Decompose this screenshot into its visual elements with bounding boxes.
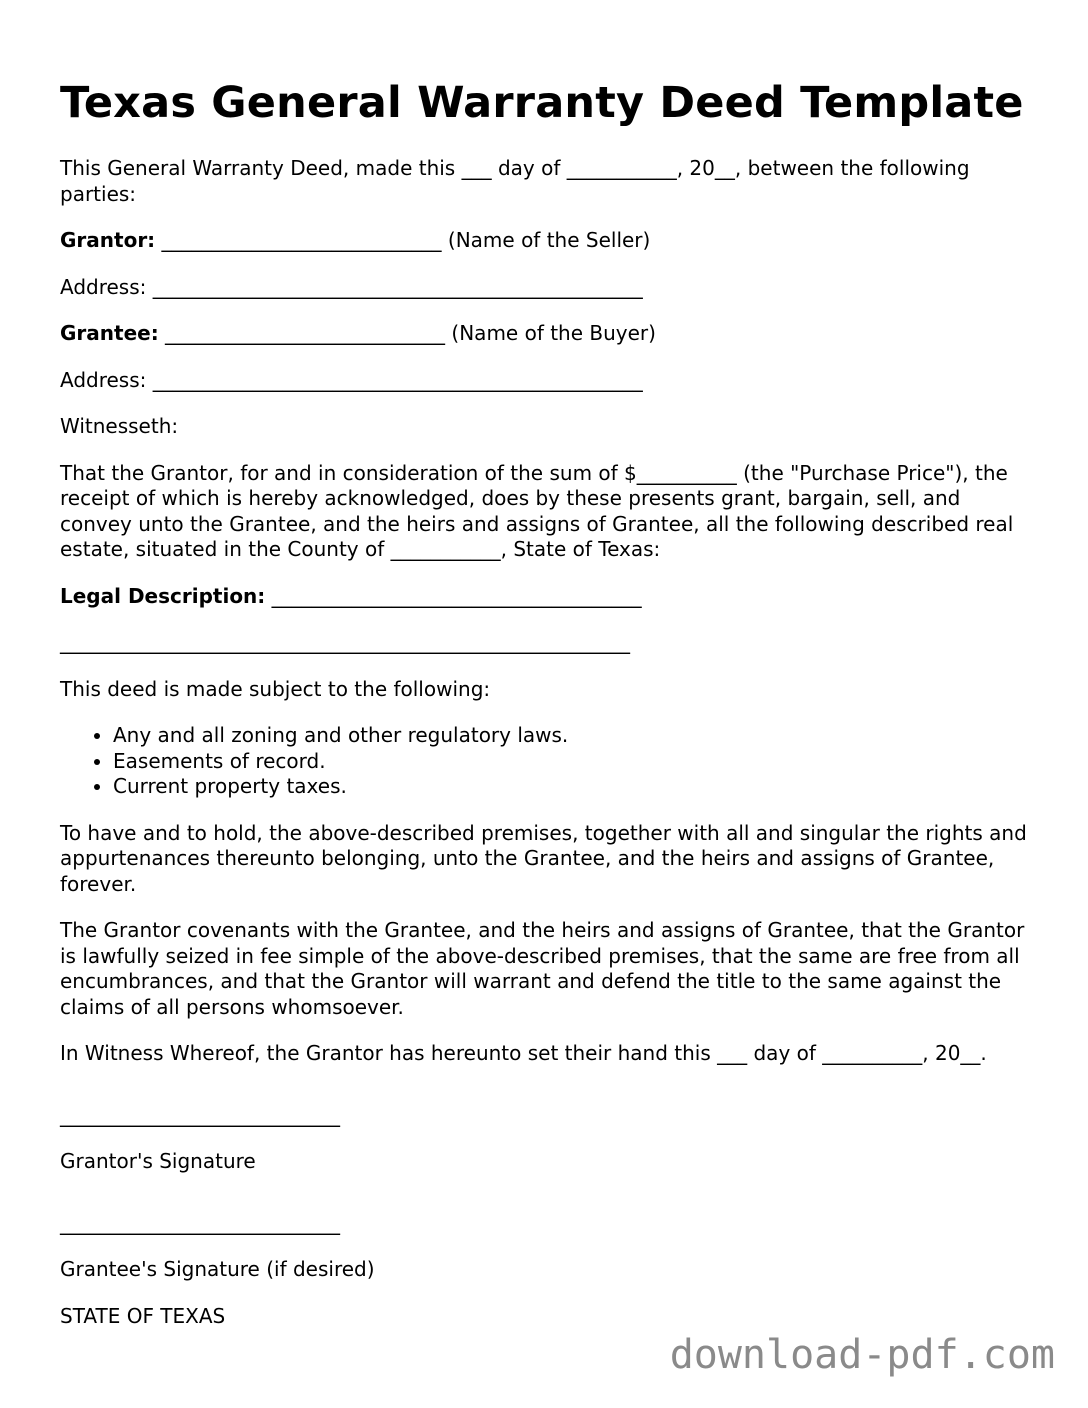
state-heading: STATE OF TEXAS — [60, 1303, 226, 1328]
grantor-field: ____________________________ (Name of the Seller) — [155, 228, 651, 252]
legal-description-label: Legal Description: — [60, 583, 266, 608]
page-title: Texas General Warranty Deed Template — [60, 78, 1024, 128]
consideration-paragraph: That the Grantor, for and in consideration of the sum of $__________ (the "Purchase Price"), the receipt of which is hereby acknowledged, does by these presents grant, bargain, sell, and convey unto the Grantee, and the heirs and assigns of Grantee, all the following described real estate, situated in the County of ___________, State of Texas: — [60, 460, 1014, 561]
document-page — [60, 78, 1035, 1350]
legal-description-line-2: _________________________________________________________ — [60, 630, 630, 654]
habendum-paragraph: To have and to hold, the above-described premises, together with all and singular the rights and appurtenances thereunto belonging, unto the Grantee, and the heirs and assigns of Grantee, forever. — [60, 820, 1027, 896]
watermark: download-pdf.com — [669, 1332, 1055, 1378]
grantor-line — [60, 228, 1035, 254]
legal-description-field: _____________________________________ — [265, 583, 642, 608]
witness-whereof-paragraph: In Witness Whereof, the Grantor has hereunto set their hand this ___ day of __________, 20__. — [60, 1041, 987, 1065]
grantee-field: ____________________________ (Name of the Buyer) — [158, 321, 656, 345]
grantor-label: Grantor: — [60, 228, 156, 252]
list-item: • Easements of record. — [113, 749, 1035, 775]
list-item: • Current property taxes. — [113, 774, 1035, 800]
subject-intro: This deed is made subject to the following: — [60, 676, 491, 701]
legal-description-line — [60, 584, 1035, 610]
covenants-paragraph: The Grantor covenants with the Grantee, and the heirs and assigns of Grantee, that the Grantor is lawfully seized in fee simple of the above-described premises, that the same are free from all encumbrances, and that the Grantor will warrant and defend the title to the same against the claims of all persons whomsoever. — [60, 918, 1025, 1019]
grantee-signature-line: ____________________________ — [60, 1210, 340, 1235]
grantee-address: Address: _________________________________________________ — [60, 367, 643, 392]
list-item: • Any and all zoning and other regulatory laws. — [113, 723, 1035, 749]
grantor-signature-label: Grantor's Signature — [60, 1149, 256, 1173]
grantee-label: Grantee: — [60, 321, 159, 345]
intro-paragraph: This General Warranty Deed, made this ___ day of ___________, 20__, between the following parties: — [60, 156, 970, 206]
grantor-signature-line: ____________________________ — [60, 1102, 340, 1127]
grantee-signature-label: Grantee's Signature (if desired) — [60, 1257, 375, 1281]
grantee-line — [60, 321, 1035, 347]
witnesseth-heading: Witnesseth: — [60, 414, 179, 438]
grantor-address: Address: _________________________________________________ — [60, 274, 643, 299]
subject-list — [60, 723, 1035, 800]
